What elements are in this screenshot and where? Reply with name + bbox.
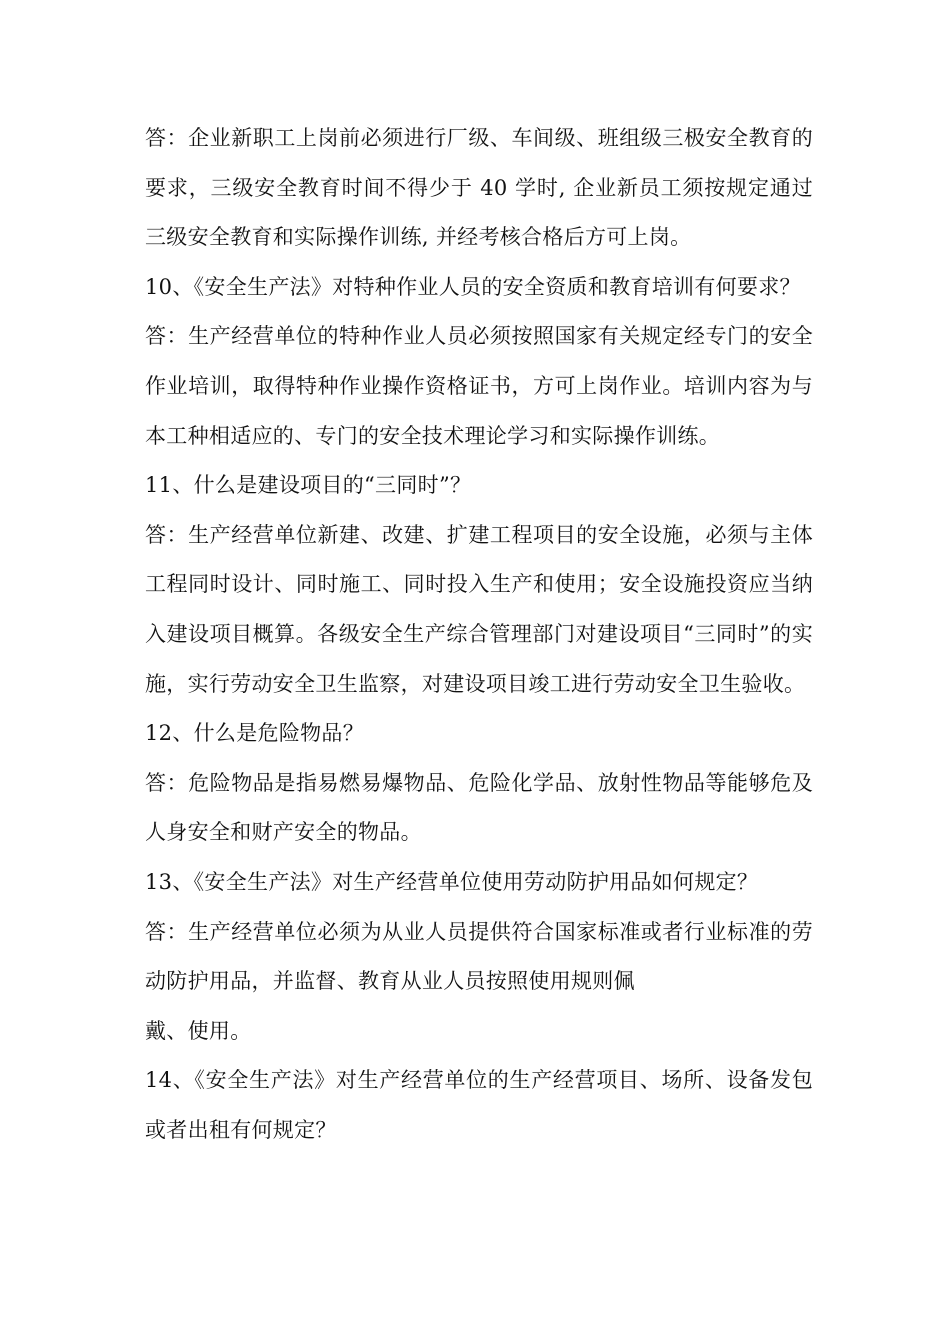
answer-paragraph: 答：生产经营单位的特种作业人员必须按照国家有关规定经专门的安全作业培训，取得特种作业操作资格证书，方可上岗作业。培训内容为与本工种相适应的、专门的安全技术理论学习和实际操作训练。 (145, 324, 813, 448)
answer-paragraph: 答：危险物品是指易燃易爆物品、危险化学品、放射性物品等能够危及人身安全和财产安全的物品。 (145, 770, 813, 845)
answer-paragraph: 答：企业新职工上岗前必须进行厂级、车间级、班组级三极安全教育的要求，三级安全教育时间不得少于 40 学时, 企业新员工须按规定通过三级安全教育和实际操作训练, 并经考核合格后方可上岗。 (145, 126, 813, 250)
answer-paragraph-continuation: 戴、使用。 (145, 1018, 252, 1043)
question-heading: 10、《安全生产法》对特种作业人员的安全资质和教育培训有何要求？ (145, 274, 801, 299)
question-heading: 14、《安全生产法》对生产经营单位的生产经营项目、场所、设备发包或者出租有何规定？ (145, 1068, 813, 1142)
question-heading: 13、《安全生产法》对生产经营单位使用劳动防护用品如何规定？ (145, 869, 759, 894)
document-body (145, 114, 813, 1155)
answer-paragraph: 答：生产经营单位必须为从业人员提供符合国家标准或者行业标准的劳动防护用品，并监督、教育从业人员按照使用规则佩 (145, 919, 813, 994)
question-heading: 11、什么是建设项目的“三同时”？ (145, 473, 472, 498)
question-heading: 12、什么是危险物品？ (145, 721, 365, 746)
answer-paragraph: 答：生产经营单位新建、改建、扩建工程项目的安全设施，必须与主体工程同时设计、同时施工、同时投入生产和使用；安全设施投资应当纳入建设项目概算。各级安全生产综合管理部门对建设项目“三同时”的实施，实行劳动安全卫生监察，对建设项目竣工进行劳动安全卫生验收。 (145, 522, 813, 696)
